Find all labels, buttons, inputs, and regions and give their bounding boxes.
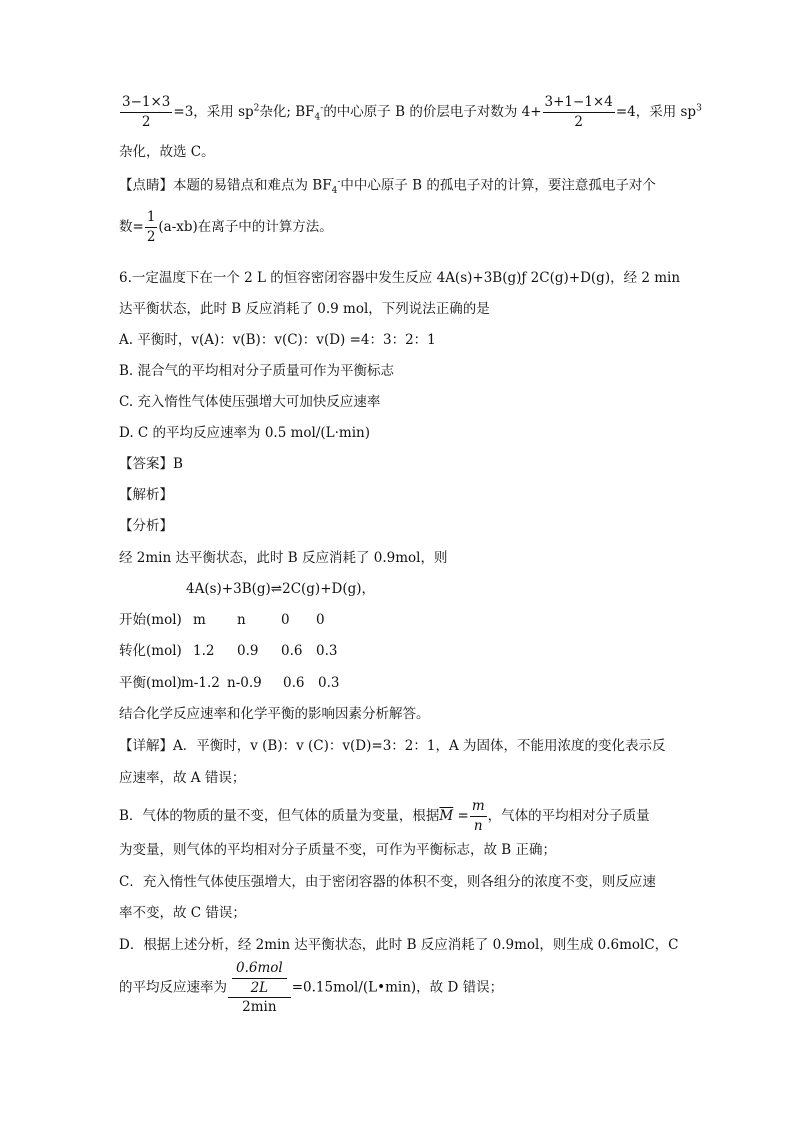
table-cell: n-0.9: [227, 675, 262, 691]
question-6-line-2: 达平衡状态，此时 B 反应消耗了 0.9 mol，下列说法正确的是: [119, 301, 490, 317]
text-run: 杂化; BF: [259, 104, 315, 120]
table-cell: 开始(mol): [119, 612, 182, 628]
fraction-denominator: n: [473, 817, 483, 834]
detail-c-line-1: C．充入惰性气体使压强增大，由于密闭容器的体积不变，则各组分的浓度不变，则反应速: [119, 874, 656, 890]
table-row: [119, 677, 339, 691]
table-cell: 转化(mol): [119, 643, 182, 659]
text-run: =3，采用 sp: [173, 104, 254, 120]
table-cell: 0.3: [318, 675, 340, 691]
fraction-numerator: 1: [145, 211, 158, 228]
option-c: C. 充入惰性气体使压强增大可加快反应速率: [119, 394, 381, 410]
fraction-denominator: 2: [146, 228, 156, 245]
detail-a-line-2: 应速率，故 A 错误；: [119, 770, 246, 786]
table-cell: m: [193, 612, 206, 628]
table-cell: 0: [281, 612, 290, 628]
table-cell: 0.6: [281, 643, 303, 659]
text-run: =4，采用 sp: [615, 104, 697, 120]
table-cell: 1.2: [193, 643, 215, 659]
text-line-4: [119, 211, 333, 244]
fraction-2: [543, 96, 615, 129]
fraction-m-over-n: [470, 800, 487, 833]
fraction-denominator: 2: [141, 113, 151, 130]
text-line-1: [119, 96, 702, 129]
text-run: 【点睛】本题的易错点和难点为 BF: [119, 177, 332, 194]
rate-fraction: [228, 962, 291, 1015]
inner-fraction: [232, 962, 287, 995]
text-line-3: [119, 178, 656, 196]
superscript: 2: [253, 103, 260, 114]
text-run: B．气体的物质的量不变，但气体的质量为变量，根据: [119, 808, 440, 824]
detail-d-line-1: D．根据上述分析，经 2min 达平衡状态，此时 B 反应消耗了 0.9mol，则生成 0.6molC，C: [119, 937, 679, 953]
superscript: 3: [696, 103, 702, 114]
fraction-numerator: 3+1−1×4: [543, 96, 615, 113]
detail-c-line-2: 率不变，故 C 错误；: [119, 905, 246, 921]
text-run: 数=: [119, 219, 144, 235]
fraction-denominator: 2: [574, 113, 583, 130]
fenxi-heading: 【分析】: [119, 518, 173, 534]
fraction-denominator: 2min: [242, 999, 277, 1015]
table-cell: 0: [316, 612, 325, 628]
answer-line: 【答案】B: [119, 456, 183, 472]
text-line-2: 杂化，故选 C。: [119, 144, 215, 160]
text-run: 的中心原子 B 的价层电子对数为 4+: [323, 104, 542, 120]
analysis-line-2: 结合化学反应速率和化学平衡的影响因素分析解答。: [119, 706, 430, 722]
detail-b-line-1: [119, 800, 650, 833]
table-cell: m-1.2: [181, 675, 220, 691]
fraction-1: [120, 96, 172, 129]
detail-b-line-2: 为变量，则气体的平均相对分子质量不变，可作为平衡标志，故 B 正确；: [119, 842, 557, 858]
table-row: [119, 645, 337, 659]
text-run: 中中心原子 B 的孤电子对的计算，要注意孤电子对个: [340, 177, 656, 194]
superscript: -: [320, 103, 324, 114]
table-cell: 0.3: [316, 643, 338, 659]
option-a: A. 平衡时，v(A)：v(B)：v(C)：v(D) =4：3：2：1: [119, 332, 436, 348]
analysis-line-1: 经 2min 达平衡状态，此时 B 反应消耗了 0.9mol，则: [119, 550, 448, 566]
text-run: =0.15mol/(L•min)，故 D 错误；: [291, 979, 504, 996]
fraction-numerator: 3−1×3: [120, 96, 172, 113]
detail-a-line-1: 【详解】A．平衡时，v (B)：v (C)：v(D)=3：2：1，A 为固体，不能用浓度的变化表示反: [119, 738, 666, 754]
table-cell: n: [237, 612, 246, 628]
fraction-numerator: [228, 962, 291, 998]
fraction-denominator: 2L: [250, 979, 269, 996]
option-d: D. C 的平均反应速率为 0.5 mol/(L·min): [119, 425, 370, 441]
fraction-numerator: m: [470, 800, 487, 817]
table-row: [119, 614, 325, 628]
table-cell: 平衡(mol): [119, 675, 182, 691]
question-6-line-1: 6.一定温度下在一个 2 L 的恒容密闭容器中发生反应 4A(s)+3B(g)ƒ 2C(g)+D(g)，经 2 min: [119, 270, 681, 286]
subscript: 4: [331, 186, 338, 197]
text-run: 的平均反应速率为: [119, 979, 227, 996]
detail-d-line-2: [119, 962, 503, 1015]
table-cell: 0.6: [283, 675, 305, 691]
mean-molar-mass-symbol: $\overline{M}$: [439, 808, 454, 824]
subscript: 4: [314, 112, 321, 123]
table-cell: 0.9: [237, 643, 259, 659]
equation-line: 4A(s)+3B(g)⇌2C(g)+D(g)，: [186, 581, 376, 597]
fraction-numerator: 0.6mol: [232, 962, 287, 979]
fraction-half: [145, 211, 158, 244]
option-b: B. 混合气的平均相对分子质量可作为平衡标志: [119, 363, 395, 379]
text-run: =: [453, 808, 469, 824]
superscript: -: [337, 177, 341, 187]
text-run: (a-xb)在离子中的计算方法。: [158, 219, 333, 235]
jiexi-heading: 【解析】: [119, 487, 173, 503]
text-run: ，气体的平均相对分子质量: [487, 808, 650, 824]
